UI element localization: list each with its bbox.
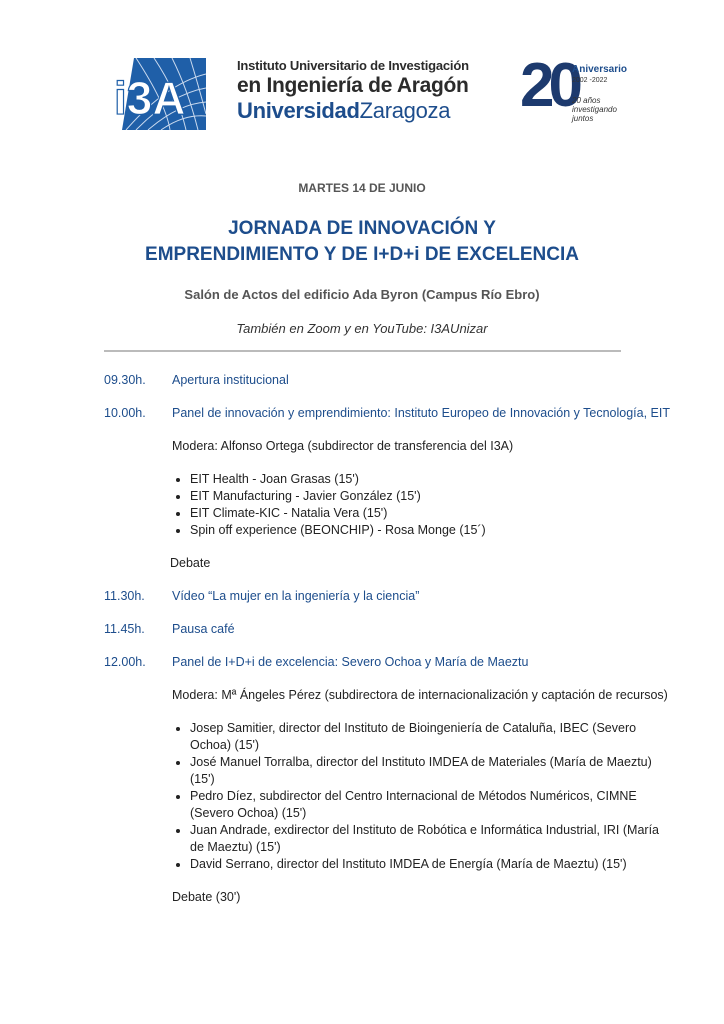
- event-title-line1: JORNADA DE INNOVACIÓN Y: [228, 218, 496, 239]
- schedule-slot: [104, 654, 674, 906]
- speaker-list: [172, 471, 674, 539]
- institute-name: [237, 58, 507, 124]
- speaker-item: • EIT Health - Joan Grasas (15'): [190, 471, 674, 488]
- event-online: También en Zoom y en YouTube: I3AUnizar: [236, 321, 488, 336]
- program-schedule: [104, 372, 674, 906]
- slot-time: 12.00h.: [104, 655, 146, 669]
- event-venue: Salón de Actos del edificio Ada Byron (Campus Río Ebro): [184, 287, 540, 302]
- moderator: Modera: Mª Ángeles Pérez (subdirectora de internacionalización y captación de recursos): [172, 688, 668, 702]
- debate-label: Debate (30'): [172, 890, 241, 904]
- event-title: [60, 216, 664, 268]
- slot-title: Apertura institucional: [172, 373, 289, 387]
- university-name-part2: Zaragoza: [359, 98, 451, 123]
- speaker-item: • David Serrano, director del Instituto IMDEA de Energía (María de Maeztu) (15'): [190, 856, 674, 873]
- event-date: MARTES 14 DE JUNIO: [298, 181, 426, 195]
- speaker-item: • José Manuel Torralba, director del Instituto IMDEA de Materiales (María de Maeztu) (15'): [190, 754, 674, 788]
- speaker-item: • Spin off experience (BEONCHIP) - Rosa Monge (15´): [190, 522, 674, 539]
- speaker-item: • EIT Climate-KIC - Natalia Vera (15'): [190, 505, 674, 522]
- event-title-line2: EMPRENDIMIENTO Y DE I+D+i DE EXCELENCIA: [145, 244, 579, 265]
- schedule-slot: [104, 405, 674, 539]
- university-name-part1: Universidad: [237, 98, 360, 123]
- anniversary-years: 2002 -2022: [572, 77, 608, 84]
- debate-label: Debate: [170, 556, 211, 570]
- speaker-item: • Pedro Díez, subdirector del Centro Internacional de Métodos Numéricos, CIMNE (Severo Ochoa) (15'): [190, 788, 674, 822]
- anniversary-motto: 20 años investigando juntos: [572, 96, 617, 123]
- schedule-slot: [104, 588, 674, 605]
- i3a-logo-wordmark: i3A: [114, 72, 186, 124]
- slot-title: Vídeo “La mujer en la ingeniería y la ciencia”: [172, 589, 420, 603]
- schedule-slot: [104, 621, 674, 638]
- institute-name-line2: en Ingeniería de Aragón: [237, 74, 469, 97]
- moderator: Modera: Alfonso Ortega (subdirector de transferencia del I3A): [172, 439, 514, 453]
- divider: [104, 350, 621, 352]
- slot-time: 11.45h.: [104, 622, 145, 636]
- speaker-item: • Juan Andrade, exdirector del Instituto de Robótica e Informática Industrial, IRI (María de Maeztu) (15'): [190, 822, 674, 856]
- institute-name-line1: Instituto Universitario de Investigación: [237, 58, 469, 73]
- slot-time: 11.30h.: [104, 589, 145, 603]
- slot-time: 09.30h.: [104, 373, 146, 387]
- anniversary-logo: [520, 51, 630, 130]
- i3a-logo: [106, 54, 206, 130]
- university-name: [237, 98, 507, 124]
- speaker-list: [172, 720, 674, 873]
- anniversary-number: 20: [520, 51, 577, 120]
- speaker-item: • EIT Manufacturing - Javier González (15'): [190, 488, 674, 505]
- slot-time: 10.00h.: [104, 406, 146, 420]
- schedule-slot: [104, 372, 674, 389]
- slot-title: Panel de I+D+i de excelencia: Severo Ochoa y María de Maeztu: [172, 655, 529, 669]
- slot-title: Panel de innovación y emprendimiento: Instituto Europeo de Innovación y Tecnología, EIT: [172, 406, 670, 420]
- slot-title: Pausa café: [172, 622, 235, 636]
- speaker-item: • Josep Samitier, director del Instituto de Bioingeniería de Cataluña, IBEC (Severo Ochoa) (15'): [190, 720, 674, 754]
- anniversary-title: Aniversario: [572, 64, 628, 75]
